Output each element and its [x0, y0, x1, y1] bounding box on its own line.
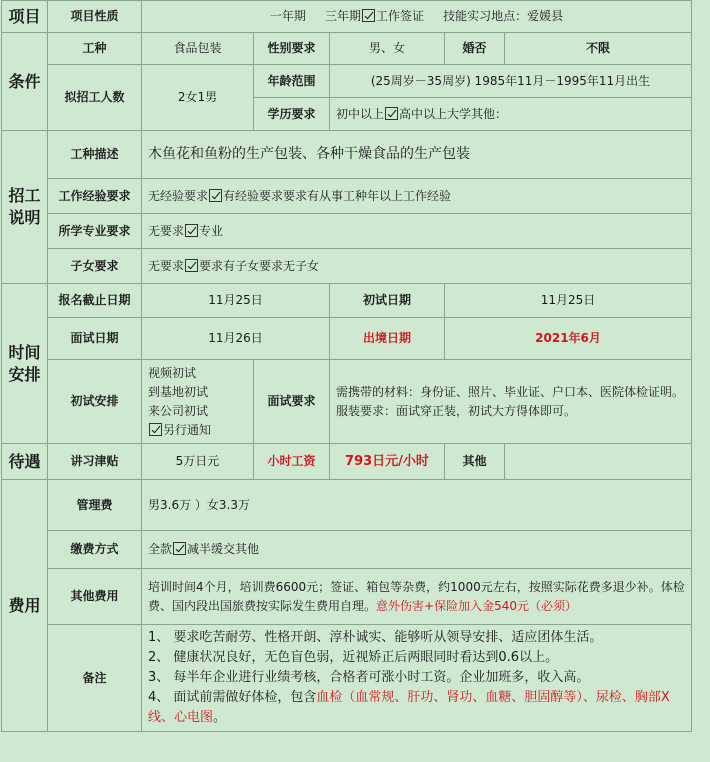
- interview-req-label: 面试要求: [254, 360, 330, 444]
- other-treatment-label: 其他: [445, 444, 505, 480]
- education-label: 学历要求: [254, 98, 330, 131]
- prelim-arrangement-options: 视频初试 到基地初试 来公司初试 另行通知: [142, 360, 254, 444]
- fees-row-pay: [2, 531, 692, 569]
- children-value: 无要求 要求有子女要求无子女: [142, 249, 692, 284]
- other-fees-label: 其他费用: [48, 569, 142, 625]
- allowance-value: 5万日元: [142, 444, 254, 480]
- interview-date-value: 11月26日: [142, 318, 330, 360]
- age-value: (25周岁－35周岁) 1985年11月－1995年11月出生: [330, 65, 692, 98]
- job-type-label: 工种: [48, 33, 142, 65]
- header-item-label: 项目: [2, 1, 48, 33]
- conditions-row-1: [2, 33, 692, 65]
- recruit-row-desc: [2, 131, 692, 179]
- treatment-row: [2, 444, 692, 480]
- recruit-row-children: [2, 249, 692, 284]
- section-recruit: 招工 说明: [2, 131, 48, 284]
- departure-date-value: 2021年6月: [445, 318, 692, 360]
- section-conditions: 条件: [2, 33, 48, 131]
- hourly-wage-label: 小时工资: [254, 444, 330, 480]
- prelim-arrangement-label: 初试安排: [48, 360, 142, 444]
- prelim-date-label: 初试日期: [330, 284, 445, 318]
- other-fees-value: 培训时间4个月，培训费6600元；签证、箱包等杂费，约1000元左右，按照实际花费多退少补。体检费、国内段出国旅费按实际发生费用自理。意外伤害+保险加入金540元（必须）: [142, 569, 692, 625]
- departure-date-label: 出境日期: [330, 318, 445, 360]
- conditions-row-2: [2, 65, 692, 98]
- checkbox-icon: [209, 189, 222, 202]
- gender-label: 性别要求: [254, 33, 330, 65]
- checkbox-icon: [385, 107, 398, 120]
- marital-label: 婚否: [445, 33, 505, 65]
- hourly-wage-value: 793日元/小时: [330, 444, 445, 480]
- checkbox-icon: [149, 423, 162, 436]
- job-desc-value: 木鱼花和鱼粉的生产包装、各种干燥食品的生产包装: [142, 131, 692, 179]
- fees-row-notes: [2, 625, 692, 732]
- notes-value: 1、 要求吃苦耐劳、性格开朗、淳朴诚实、能够听从领导安排、适应团体生活。 2、 健康状况良好，无色盲色弱，近视矫正后两眼同时看达到0.6以上。 3、 每半年企业进行业绩考核，合格者可涨小时工资。企业加班多，收入高。 4、 面试前需做好体检，包含血检（血常规、肝功、肾功、血糖、胆固醇等）、尿检、胸部X线、心电图。: [142, 625, 692, 732]
- experience-label: 工作经验要求: [48, 179, 142, 214]
- marital-value: 不限: [505, 33, 692, 65]
- job-desc-label: 工种描述: [48, 131, 142, 179]
- schedule-row-2: [2, 318, 692, 360]
- payment-method-label: 缴费方式: [48, 531, 142, 569]
- education-value: 初中以上 高中以上大学其他：: [330, 98, 692, 131]
- payment-method-value: 全款 减半缓交其他: [142, 531, 692, 569]
- major-value: 无要求 专业: [142, 214, 692, 249]
- interview-req-value: 需携带的材料：身份证、照片、毕业证、户口本、医院体检证明。 服装要求：面试穿正装，初试大方得体即可。: [330, 360, 692, 444]
- schedule-row-1: [2, 284, 692, 318]
- headcount-value: 2女1男: [142, 65, 254, 131]
- mgmt-fee-label: 管理费: [48, 480, 142, 531]
- job-type-value: 食品包装: [142, 33, 254, 65]
- experience-value: 无经验要求 有经验要求要求有从事工种年以上工作经验: [142, 179, 692, 214]
- recruitment-table: [1, 0, 692, 732]
- headcount-label: 拟招工人数: [48, 65, 142, 131]
- recruit-row-major: [2, 214, 692, 249]
- checkbox-icon: [362, 9, 375, 22]
- prelim-date-value: 11月25日: [445, 284, 692, 318]
- section-treatment: 待遇: [2, 444, 48, 480]
- deadline-value: 11月25日: [142, 284, 330, 318]
- other-treatment-value: [505, 444, 692, 480]
- section-fees: 费用: [2, 480, 48, 732]
- gender-value: 男、女: [330, 33, 445, 65]
- mgmt-fee-value: 男3.6万 ）女3.3万: [142, 480, 692, 531]
- section-schedule: 时间 安排: [2, 284, 48, 444]
- fees-row-other: [2, 569, 692, 625]
- children-label: 子女要求: [48, 249, 142, 284]
- checkbox-icon: [185, 259, 198, 272]
- deadline-label: 报名截止日期: [48, 284, 142, 318]
- notes-label: 备注: [48, 625, 142, 732]
- header-row: [2, 1, 692, 33]
- project-type-label: 项目性质: [48, 1, 142, 33]
- recruit-row-exp: [2, 179, 692, 214]
- fees-row-mgmt: [2, 480, 692, 531]
- checkbox-icon: [185, 224, 198, 237]
- checkbox-icon: [173, 542, 186, 555]
- major-label: 所学专业要求: [48, 214, 142, 249]
- interview-date-label: 面试日期: [48, 318, 142, 360]
- allowance-label: 讲习津贴: [48, 444, 142, 480]
- project-type-options: 一年期 三年期 工作签证 技能实习地点：爱媛县: [142, 1, 692, 33]
- schedule-row-3: [2, 360, 692, 444]
- age-label: 年龄范围: [254, 65, 330, 98]
